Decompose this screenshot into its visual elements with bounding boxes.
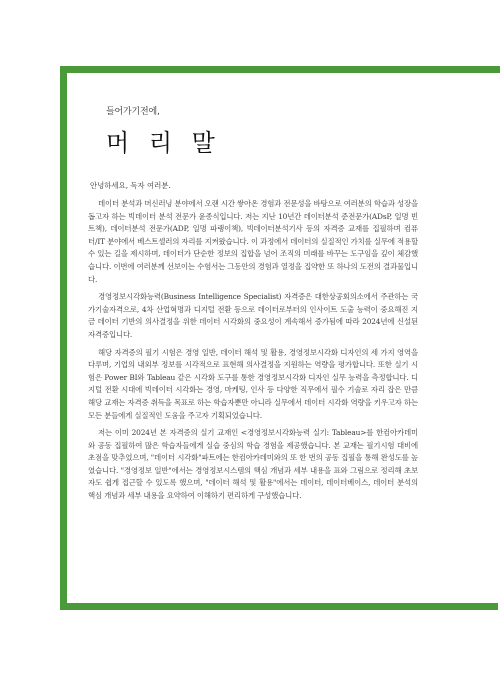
paragraph-1: 데이터 분석과 머신러닝 분야에서 오랜 시간 쌓아온 경험과 전문성을 바탕으로 여러분의 학습과 성장을 돕고자 하는 빅데이터 분석 전문가 윤종식입니다. 저는 지난 10년간 데이터분석 준전문가(ADsP, 일명 빈트책), 데이터분석 전문가(ADP, 일명 파랭이책), 빅데이터분석기사 등의 자격증 교재를 집필하며 컴퓨터/IT 분야에서 베스트셀러의 자리를 지켜왔습니다. 이 과정에서 데이터의 실질적인 가치를 실무에 적용할 수 있는 길을 제시하며, 데이터가 단순한 정보의 집합을 넘어 조직의 미래를 바꾸는 도구임을 깊이 체감했습니다. 이번에 여러분께 선보이는 수험서는 그동안의 경험과 열정을 집약한 또 하나의 도전의 결과물입니다. [88, 199, 418, 284]
page-title: 머 리 말 [106, 129, 221, 157]
preface-content [88, 104, 418, 508]
top-accent-bar [60, 66, 500, 73]
paragraph-4: 저는 이미 2024년 본 자격증의 실기 교재인 <경영정보시각화능력 실기: Tableau>를 한컴아카데미와 공동 집필하여 많은 학습자들에게 실습 중심의 학습 경험을 제공했습니다. 본 교재는 필기시험 대비에 초점을 맞추었으며, "데이터 시각화"파트에는 한컴아카데미와의 또 한 번의 공동 집필을 통해 완성도를 높였습니다. "경영정보 일반"에서는 경영정보시스템의 핵심 개념과 세부 내용을 표와 그림으로 정리해 초보자도 쉽게 접근할 수 있도록 했으며, "데이터 해석 및 활용"에서는 데이터, 데이터베이스, 데이터 분석의 핵심 개념과 세부 내용을 요약하여 이해하기 편리하게 구성했습니다. [88, 428, 418, 501]
section-subtitle: 들어가기전에, [106, 107, 160, 117]
paragraph-2: 경영정보시각화능력(Business Intelligence Specialist) 자격증은 대한상공회의소에서 주관하는 국가기술자격으로, 4차 산업혁명과 디지털 전환 등으로 데이터로부터의 인사이트 도출 능력이 중요해진 지금 데이터 기반의 의사결정을 위한 데이터 시각화의 중요성이 계속해서 증가됨에 따라 2024년에 신설된 자격증입니다. [88, 292, 418, 339]
greeting-line: 안녕하세요, 독자 여러분. [90, 181, 171, 190]
paragraph-3: 해당 자격증의 필기 시험은 경영 일반, 데이터 해석 및 활용, 경영정보시각화 디자인의 세 가지 영역을 다루며, 기업의 내외부 정보를 시각적으로 표현해 의사결정을 지원하는 역량을 평가합니다. 또한 실기 시험은 Power BI와 Tableau 같은 시각화 도구를 통한 경영정보시각화 디자인 실무 능력을 측정합니다. 디지털 전환 시대에 빅데이터 시각화는 경영, 마케팅, 인사 등 다양한 직무에서 필수 기술로 자리 잡은 만큼 해당 교재는 자격증 취득을 목표로 하는 학습자뿐만 아니라 실무에서 데이터 시각화 역량을 키우고자 하는 모든 분들에게 실질적인 도움을 주고자 기획되었습니다. [88, 347, 418, 420]
